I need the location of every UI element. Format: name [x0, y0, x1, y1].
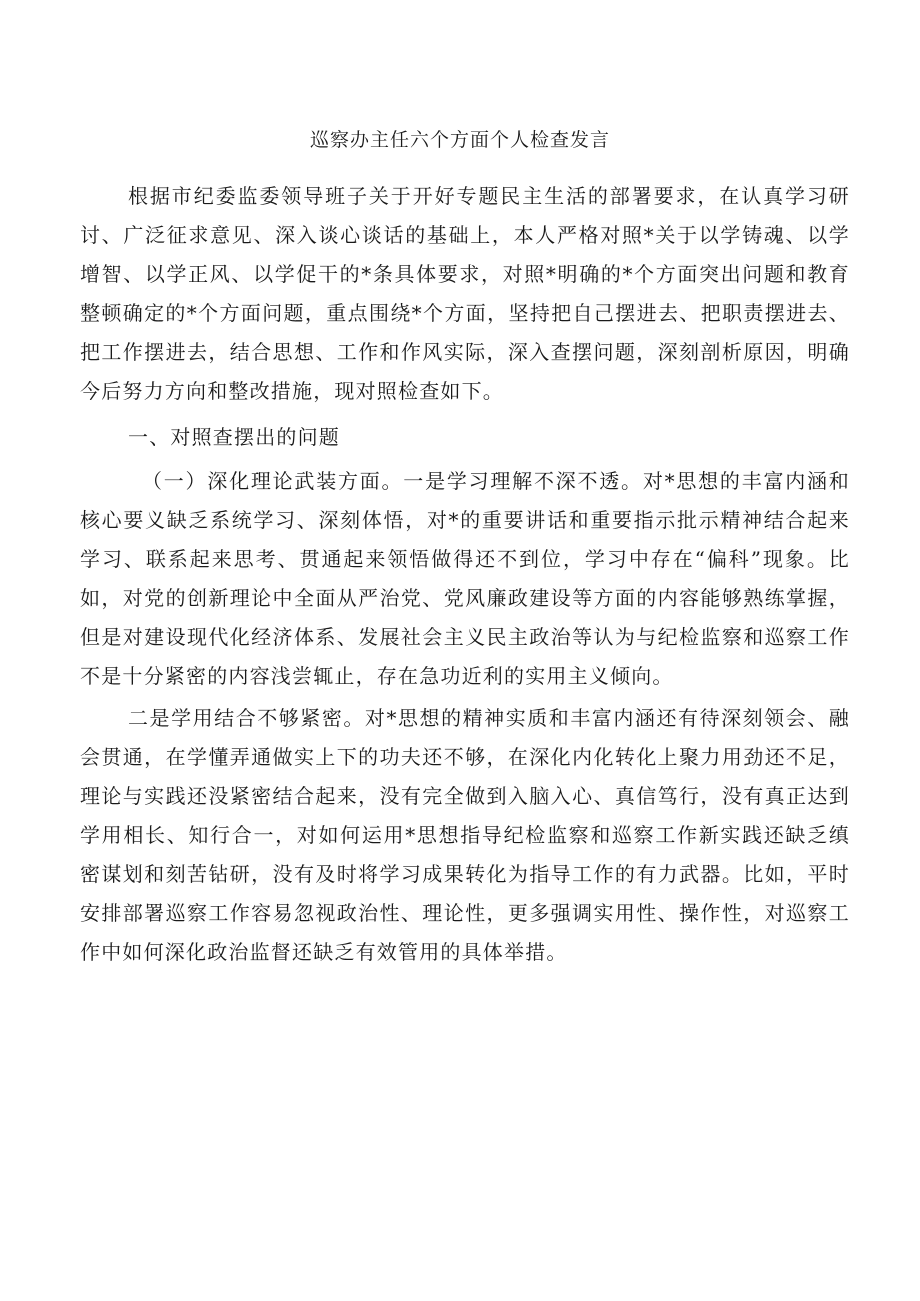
theory-study-paragraph: （一）深化理论武装方面。一是学习理解不深不透。对*思想的丰富内涵和核心要义缺乏系统学习、深刻体悟，对*的重要讲话和重要指示批示精神结合起来学习、联系起来思考、贯通起来领悟做得还不到位，学习中存在“偏科”现象。比如，对党的创新理论中全面从严治党、党风廉政建设等方面的内容能够熟练掌握，但是对建设现代化经济体系、发展社会主义民主政治等认为与纪检监察和巡察工作不是十分紧密的内容浅尝辄止，存在急功近利的实用主义倾向。 — [80, 469, 850, 688]
document-body — [80, 177, 850, 972]
document-title: 巡察办主任六个方面个人检查发言 — [309, 129, 610, 151]
study-application-paragraph: 二是学用结合不够紧密。对*思想的精神实质和丰富内涵还有待深刻领会、融会贯通，在学懂弄通做实上下的功夫还不够，在深化内化转化上聚力用劲还不足，理论与实践还没紧密结合起来，没有完全做到入脑入心、真信笃行，没有真正达到学用相长、知行合一，对如何运用*思想指导纪检监察和巡察工作新实践还缺乏缜密谋划和刻苦钻研，没有及时将学习成果转化为指导工作的有力武器。比如，平时安排部署巡察工作容易忽视政治性、理论性，更多强调实用性、操作性，对巡察工作中如何深化政治监督还缺乏有效管用的具体举措。 — [80, 706, 850, 964]
section-heading: 一、对照查摆出的问题 — [128, 425, 340, 449]
intro-paragraph: 根据市纪委监委领导班子关于开好专题民主生活的部署要求，在认真学习研讨、广泛征求意见、深入谈心谈话的基础上，本人严格对照*关于以学铸魂、以学增智、以学正风、以学促干的*条具体要求，对照*明确的*个方面突出问题和教育整顿确定的*个方面问题，重点围绕*个方面，坚持把自己摆进去、把职责摆进去、把工作摆进去，结合思想、工作和作风实际，深入查摆问题，深刻剖析原因，明确今后努力方向和整改措施，现对照检查如下。 — [80, 184, 850, 403]
